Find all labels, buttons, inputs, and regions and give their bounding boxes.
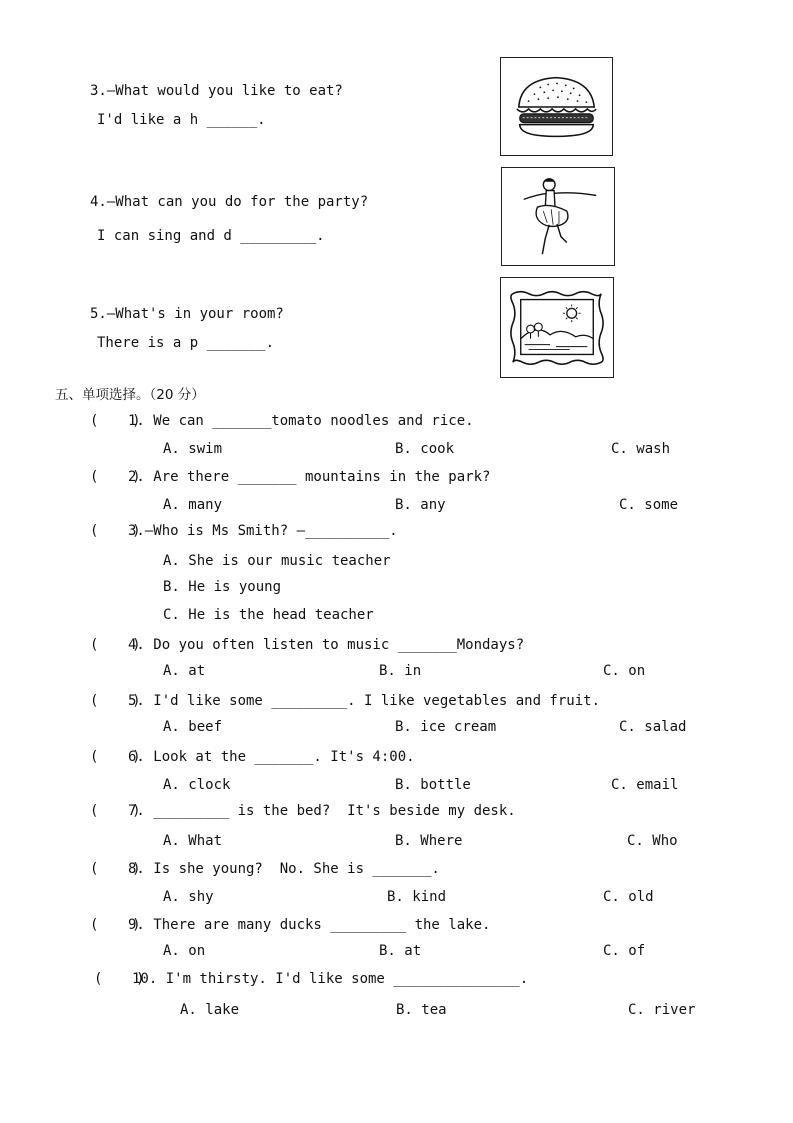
question-3-prompt: 3.—What would you like to eat? [90,83,343,99]
answer-paren-6[interactable]: ( ) [90,749,141,765]
q5-option-b: B. ice cream [395,719,497,735]
answer-paren-8[interactable]: ( ) [90,861,141,877]
question-5-prompt: 5.—What's in your room? [90,306,284,322]
question-10-stem: 10. I'm thirsty. I'd like some _______________. [132,971,529,987]
question-4-answer-line: I can sing and d _________. [97,228,325,244]
hamburger-icon [501,58,612,155]
q1-option-a: A. swim [163,441,223,457]
question-9-stem: 9. There are many ducks _________ the lake. [128,917,491,933]
answer-paren-5[interactable]: ( ) [90,693,141,709]
q6-option-b: B. bottle [395,777,471,793]
answer-paren-1[interactable]: ( ) [90,413,141,429]
q8-option-c: C. old [603,889,654,905]
q10-option-c: C. river [628,1002,696,1018]
hamburger-picture [500,57,613,156]
q1-option-b: B. cook [395,441,455,457]
q1-option-c: C. wash [611,441,671,457]
q4-option-c: C. on [603,663,646,679]
question-4-prompt: 4.—What can you do for the party? [90,194,369,210]
question-7-stem: 7. _________ is the bed? It's beside my desk. [128,803,516,819]
question-6-stem: 6. Look at the _______. It's 4:00. [128,749,415,765]
framed-picture-picture [500,277,614,378]
q6-option-a: A. clock [163,777,231,793]
question-5-answer-line: There is a p _______. [97,335,275,351]
q10-option-a: A. lake [180,1002,240,1018]
q8-option-b: B. kind [387,889,447,905]
answer-paren-7[interactable]: ( ) [90,803,141,819]
q9-option-c: C. of [603,943,646,959]
question-8-stem: 8. Is she young? No. She is _______. [128,861,440,877]
q3-option-a: A. She is our music teacher [163,553,391,569]
question-3-answer-line: I'd like a h ______. [97,112,266,128]
q2-option-a: A. many [163,497,223,513]
q2-option-b: B. any [395,497,446,513]
answer-paren-4[interactable]: ( ) [90,637,141,653]
q6-option-c: C. email [611,777,679,793]
q3-option-b: B. He is young [163,579,282,595]
q2-option-c: C. some [619,497,679,513]
q5-option-c: C. salad [619,719,687,735]
q9-option-b: B. at [379,943,422,959]
q7-option-c: C. Who [627,833,678,849]
q10-option-b: B. tea [396,1002,447,1018]
q7-option-b: B. Where [395,833,463,849]
q8-option-a: A. shy [163,889,214,905]
ballet-dancer-picture [501,167,615,266]
q3-option-c: C. He is the head teacher [163,607,374,623]
question-2-stem: 2. Are there _______ mountains in the park? [128,469,491,485]
answer-paren-3[interactable]: ( ) [90,523,141,539]
question-1-stem: 1. We can _______tomato noodles and rice. [128,413,474,429]
ballet-dancer-icon [502,168,614,265]
q9-option-a: A. on [163,943,206,959]
q5-option-a: A. beef [163,719,223,735]
section-5-title: 五、单项选择。（20 分） [55,387,205,403]
answer-paren-10[interactable]: ( ) [94,971,145,987]
q7-option-a: A. What [163,833,223,849]
answer-paren-9[interactable]: ( ) [90,917,141,933]
q4-option-b: B. in [379,663,422,679]
question-4-stem: 4. Do you often listen to music _______Mondays? [128,637,525,653]
question-3-stem: 3.—Who is Ms Smith? —__________. [128,523,398,539]
question-5-stem: 5. I'd like some _________. I like vegetables and fruit. [128,693,601,709]
answer-paren-2[interactable]: ( ) [90,469,141,485]
q4-option-a: A. at [163,663,206,679]
framed-picture-icon [501,278,613,377]
